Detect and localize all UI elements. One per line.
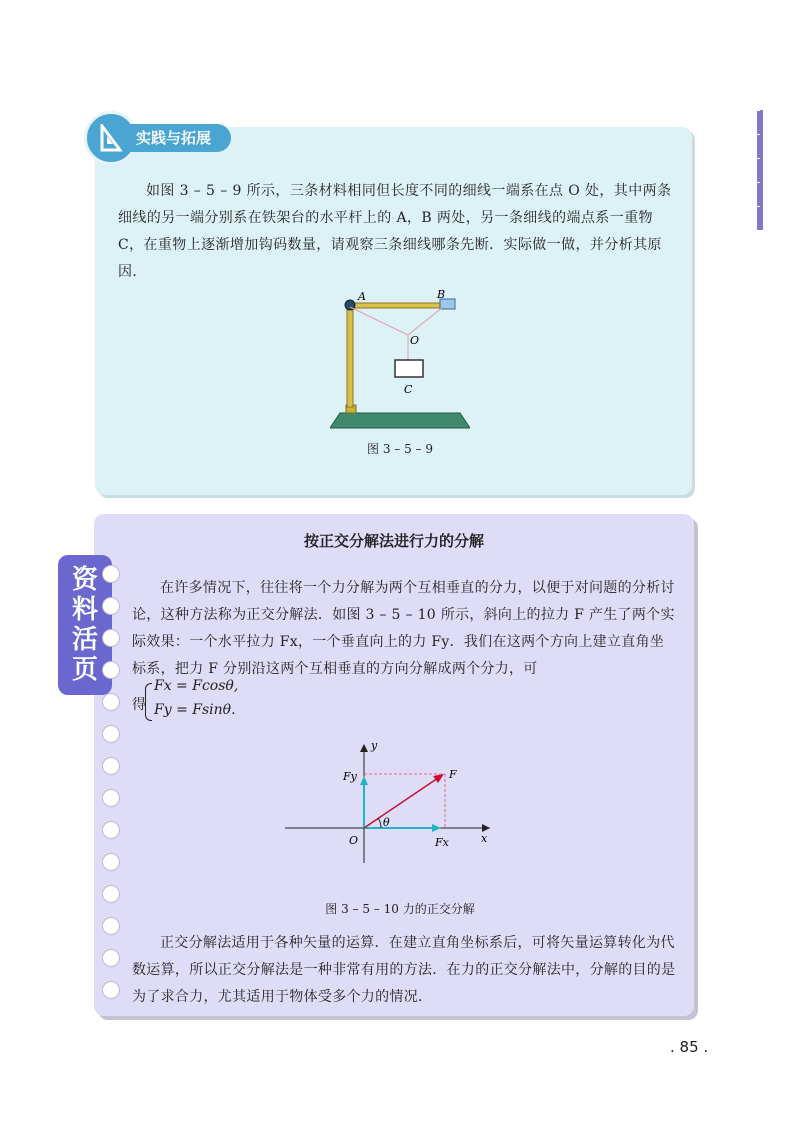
axis-label-x: x xyxy=(481,832,488,845)
binder-ring xyxy=(102,597,120,615)
side-tab-label: 资料活页 xyxy=(71,565,98,685)
equation-fy: Fy = Fsinθ. xyxy=(154,702,236,718)
iron-stand-figure xyxy=(330,285,470,435)
axis-label-y: y xyxy=(371,739,378,752)
figure-caption-1: 图 3 – 5 – 9 xyxy=(367,442,433,456)
sheet-paragraph-2: 正交分解法适用于各种矢量的运算．在建立直角坐标系后，可将矢量运算转化为代数运算，所以正交分解法是一种非常有用的方法．在力的正交分解法中，分解的目的是为了求合力，尤其适用于物体受多个力的情况． xyxy=(132,935,676,1005)
label-o: O xyxy=(410,334,420,347)
binder-ring xyxy=(102,693,120,711)
binder-ring xyxy=(102,917,120,935)
practice-title: 实践与拓展 xyxy=(122,124,231,152)
binder-ring xyxy=(102,725,120,743)
page-number: . 85 . xyxy=(670,1038,709,1056)
binder-ring xyxy=(102,821,120,839)
binder-ring xyxy=(102,885,120,903)
label-a: A xyxy=(358,290,366,303)
sheet-title: 按正交分解法进行力的分解 xyxy=(303,532,484,550)
equation-prefix: 得 xyxy=(132,697,146,713)
label-b: B xyxy=(437,288,446,301)
practice-paragraph: 如图 3 – 5 – 9 所示，三条材料相同但长度不同的细线一端系在点 O 处，其中两条细线的另一端分别系在铁架台的水平杆上的 A，B 两处，另一条细线的端点系一重物 C，在重物上逐渐增加钩码数量，请观察三条细线哪条先断．实际做一做，并分析其原因． xyxy=(118,183,672,280)
ruler-icon xyxy=(99,124,123,152)
label-c: C xyxy=(404,383,413,396)
margin-ticks xyxy=(752,110,760,230)
figure-caption-2: 图 3 – 5 – 10 力的正交分解 xyxy=(325,902,475,916)
force-label-fy: Fy xyxy=(343,770,357,783)
binder-ring xyxy=(102,789,120,807)
binder-ring xyxy=(102,629,120,647)
equation-brace xyxy=(145,683,152,721)
binder-ring xyxy=(102,949,120,967)
binder-ring xyxy=(102,981,120,999)
angle-label-theta: θ xyxy=(383,816,390,829)
origin-label: O xyxy=(349,834,359,847)
equation-fx: Fx = Fcosθ, xyxy=(154,678,239,694)
binder-ring xyxy=(102,565,120,583)
sheet-paragraph-1: 在许多情况下，往往将一个力分解为两个互相垂直的分力，以便于对问题的分析讨论，这种方法称为正交分解法．如图 3 – 5 – 10 所示，斜向上的拉力 F 产生了两个实际效果：一个水平拉力 Fx，一个垂直向上的力 Fy．我们在这两个方向上建立直角坐标系，把力 F 分别沿这两个互相垂直的方向分解成两个分力，可 xyxy=(132,580,675,677)
force-decomposition-figure xyxy=(285,738,500,863)
binder-ring xyxy=(102,661,120,679)
force-label-fx: Fx xyxy=(435,836,449,849)
force-label-f: F xyxy=(449,768,457,781)
binder-ring xyxy=(102,757,120,775)
binder-ring xyxy=(102,853,120,871)
